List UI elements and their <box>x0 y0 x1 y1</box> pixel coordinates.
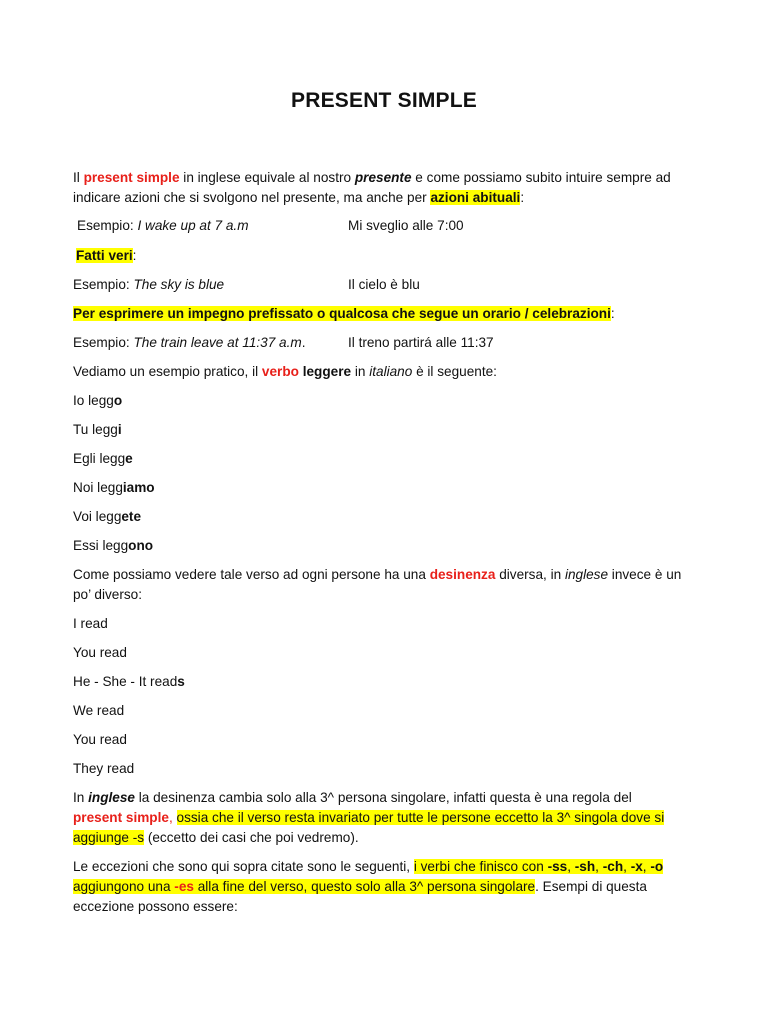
highlight-rule: ossia che il verso resta invariato per tutte le persone eccetto la 3^ singola dove si <box>176 810 665 825</box>
term-italiano: italiano <box>369 364 413 379</box>
text: , <box>168 810 177 825</box>
in-inglese-line-1 <box>73 788 703 808</box>
come-paragraph-line-1 <box>73 565 703 585</box>
stem: I read <box>73 616 108 631</box>
section-impegno <box>73 304 703 324</box>
term-present-simple: present simple <box>83 170 180 185</box>
text: in inglese equivale al nostro <box>179 170 355 185</box>
highlight-impegno: Per esprimere un impegno prefissato o qualcosa che segue un orario / celebrazioni <box>73 306 611 321</box>
text: è il seguente: <box>412 364 497 379</box>
term-inglese: inglese <box>564 567 609 582</box>
text: Come possiamo vedere tale verso ad ogni persone ha una <box>73 567 430 582</box>
list-item <box>73 614 703 634</box>
text: i verbi che finisco con <box>413 859 548 874</box>
ending-ch: -ch <box>602 859 624 874</box>
term-presente: presente <box>354 170 412 185</box>
text: . Esempi di questa <box>535 879 647 894</box>
in-inglese-line-3 <box>73 828 703 848</box>
page-title: PRESENT SIMPLE <box>291 89 477 112</box>
term-present-simple: present simple <box>73 810 169 825</box>
ending: i <box>117 422 122 437</box>
ending-es: -es <box>174 879 194 894</box>
term-desinenza: desinenza <box>429 567 496 582</box>
list-item <box>73 672 703 692</box>
term-leggere: leggere <box>302 364 352 379</box>
example-label: Esempio: <box>73 277 134 292</box>
text: , <box>642 859 651 874</box>
intro-line-1 <box>73 168 703 188</box>
highlight-aggiunge-s: aggiunge -s <box>73 830 145 845</box>
text: aggiungono una <box>73 879 175 894</box>
stem: We read <box>73 703 125 718</box>
eccezioni-line-3 <box>73 897 703 917</box>
stem: Essi legg <box>73 538 129 553</box>
text: , <box>567 859 575 874</box>
term-verbo: verbo <box>261 364 299 379</box>
ending-x: -x <box>630 859 643 874</box>
stem: Io legg <box>73 393 114 408</box>
text: diversa, in <box>495 567 565 582</box>
example-english: I wake up at 7 a.m <box>137 218 249 233</box>
text: indicare azioni che si svolgono nel presente, ma anche per <box>73 190 431 205</box>
stem: He - She - It read <box>73 674 178 689</box>
text: po’ diverso: <box>73 587 143 602</box>
text: : <box>132 248 137 263</box>
example-italian: Il treno partirá alle 11:37 <box>348 335 494 350</box>
example-label: Esempio: <box>77 218 138 233</box>
stem: Tu legg <box>73 422 118 437</box>
text: in <box>351 364 370 379</box>
ending: ono <box>128 538 154 553</box>
example-row-3 <box>73 333 703 353</box>
list-item <box>73 391 703 411</box>
list-item <box>73 420 703 440</box>
ending-sh: -sh <box>574 859 596 874</box>
text: (eccetto dei casi che poi vedremo). <box>144 830 359 845</box>
example-english: The train leave at 11:37 a.m <box>133 335 302 350</box>
ending: e <box>125 451 133 466</box>
ending: s <box>177 674 185 689</box>
intro-line-2 <box>73 188 703 208</box>
list-item <box>73 536 703 556</box>
term-inglese: inglese <box>88 790 135 805</box>
example-row-2 <box>73 275 703 295</box>
highlight-azioni-abituali: azioni abituali <box>430 190 521 205</box>
list-item <box>73 449 703 469</box>
highlight-eccezioni-cont <box>73 879 535 894</box>
stem: Noi legg <box>73 480 123 495</box>
text: la desinenza cambia solo alla 3^ persona singolare, infatti questa è una regola del <box>134 790 632 805</box>
stem: They read <box>73 761 135 776</box>
text: , <box>595 859 603 874</box>
text: : <box>520 190 525 205</box>
stem: Egli legg <box>73 451 126 466</box>
text: In <box>73 790 89 805</box>
example-italian: Mi sveglio alle 7:00 <box>348 218 464 233</box>
text: alla fine del verso, questo solo alla 3^ persona singolare <box>193 879 536 894</box>
section-fatti-veri <box>73 246 703 266</box>
english-conjugation-list <box>73 614 703 779</box>
example-label: Esempio: <box>73 335 134 350</box>
list-item <box>73 643 703 663</box>
text: eccezione possono essere: <box>73 899 238 914</box>
list-item <box>73 478 703 498</box>
ending-o: -o <box>650 859 664 874</box>
text: invece è un <box>608 567 682 582</box>
text: . <box>301 335 306 350</box>
stem: You read <box>73 645 127 660</box>
vediamo-paragraph <box>73 362 703 382</box>
example-row-1 <box>73 216 703 236</box>
text: Il <box>73 170 84 185</box>
text: : <box>610 306 615 321</box>
come-paragraph-line-2 <box>73 585 703 605</box>
text: e come possiamo subito intuire sempre ad <box>411 170 671 185</box>
highlight-eccezioni <box>414 859 663 874</box>
ending: o <box>113 393 123 408</box>
text: Vediamo un esempio pratico, il <box>73 364 262 379</box>
ending-ss: -ss <box>547 859 568 874</box>
text: , <box>623 859 631 874</box>
list-item <box>73 730 703 750</box>
ending: ete <box>121 509 142 524</box>
eccezioni-line-1 <box>73 857 703 877</box>
eccezioni-line-2 <box>73 877 703 897</box>
in-inglese-line-2 <box>73 808 703 828</box>
stem: Voi legg <box>73 509 122 524</box>
example-italian: Il cielo è blu <box>348 277 420 292</box>
highlight-fatti-veri: Fatti veri <box>76 248 133 263</box>
document-body <box>73 168 703 917</box>
list-item <box>73 759 703 779</box>
stem: You read <box>73 732 127 747</box>
text: Le eccezioni che sono qui sopra citate sono le seguenti, <box>73 859 414 874</box>
ending: iamo <box>122 480 155 495</box>
italian-conjugation-list <box>73 391 703 556</box>
list-item <box>73 507 703 527</box>
list-item <box>73 701 703 721</box>
example-english: The sky is blue <box>133 277 225 292</box>
